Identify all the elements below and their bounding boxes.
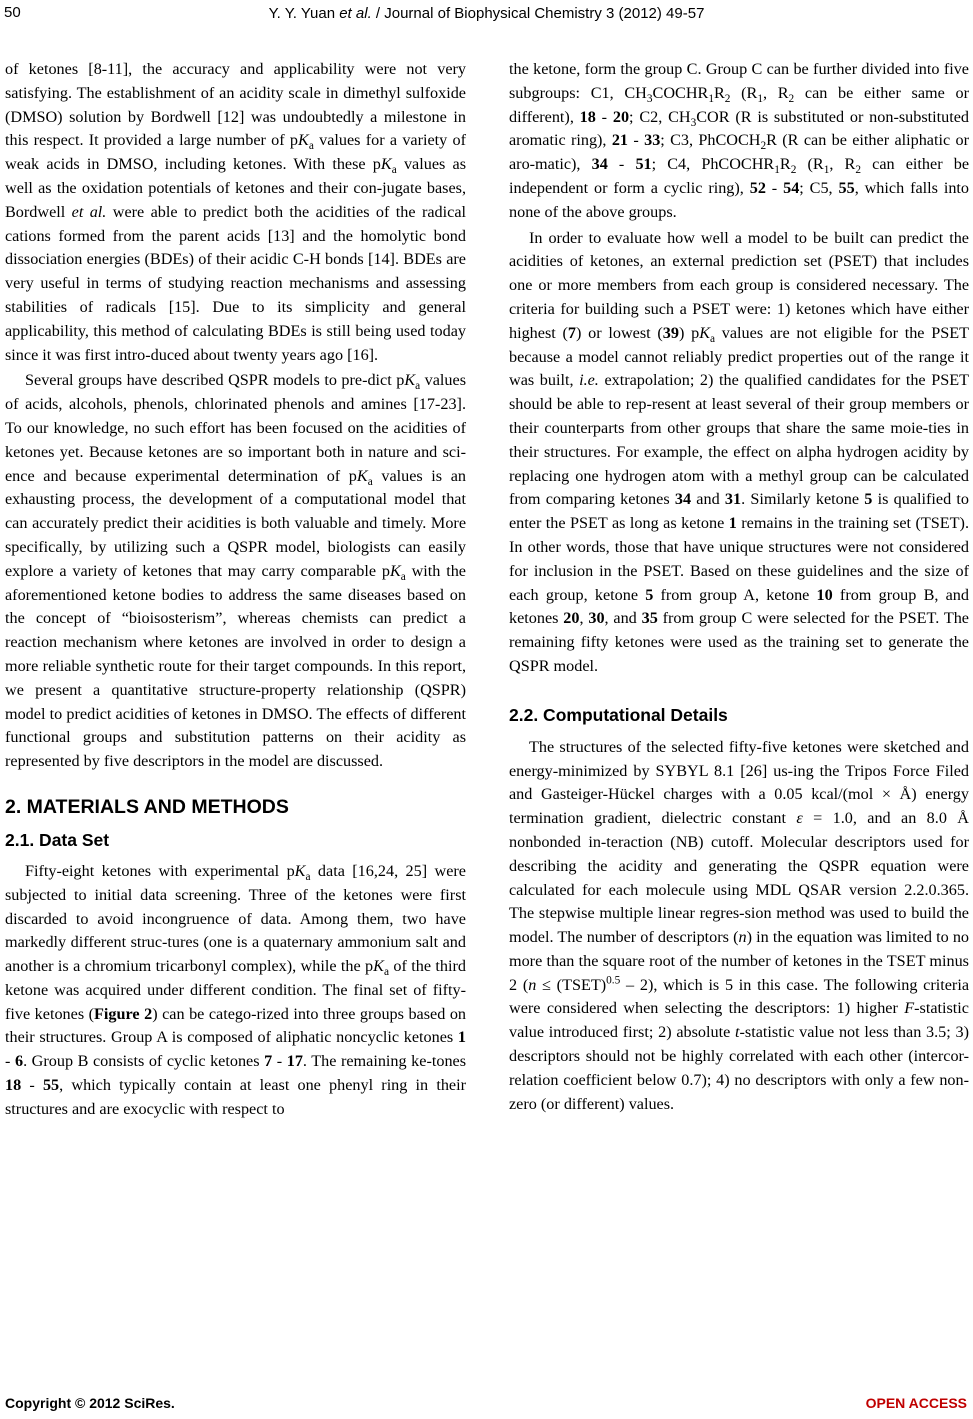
subsection-heading: 2.2. Computational Details <box>509 704 728 725</box>
paragraph: of ketones [8-11], the accuracy and applicability were not very satisfying. The establishment of an acidity scale in dimethyl sulfoxide (DMSO) solution by Bordwell [12] was undoubtedly a milestone in this respect. It provided a large number of $pK_a$ values for a variety of weak acids in DMSO, including ketones. With these $pK_a$ values as well as the oxidation potentials of ketones and their con-jugate bases, Bordwell et al. were able to predict both the acidities of the radical cations formed from the parent acids [13] and the homolytic bond dissociation energies (BDEs) of their acidic C-H bonds [14]. BDEs are very useful in terms of studying reaction mechanisms and assessing stabilities of radicals [15]. Due to its simplicity and general applicability, this method of calculating BDEs is still being used today since it was first intro-duced about twenty years ago [16]. <box>5 60 467 364</box>
paragraph: Fifty-eight ketones with experimental $pK_a$ data [16,24, 25] were subjected to initial data screening. Three of the ketones were first discarded to avoid incongruence of data. Among them, two have markedly different struc-tures (one is a quaternary ammonium salt and another is a chromium tricarbonyl complex), while the $pK_a$ of the third ketone was acquired under different condition. The final set of fifty-five ketones (Figure 2) can be catego-rized into three groups based on their structures. Group A is composed of aliphatic noncyclic ketones 1 - 6. Group B consists of cyclic ketones 7 - 17. The remaining ke-tones 18 - 55, which typically contain at least one phenyl ring in their structures and are exocyclic with respect to <box>5 861 467 1118</box>
copyright-notice: Copyright © 2012 SciRes. <box>5 1395 175 1411</box>
page-header <box>0 4 973 26</box>
open-access-label: OPEN ACCESS <box>865 1395 967 1411</box>
subsection-heading: 2.1. Data Set <box>5 829 110 850</box>
paragraph: In order to evaluate how well a model to be built can predict the acidities of ketones, an external prediction set (PSET) that includes one or more members from each group is considered necessary. The criteria for building such a PSET were: 1) ketones which have either highest (7) or lowest (39) $pK_a$ values are not eligible for the PSET because a model cannot reliably predict properties out of the range it was built, i.e. extrapolation; 2) the qualified candidates for the PSET should be able to rep-resent at least several of their group members or their counterparts from other groups that share the same moie-ties in their structures. For example, the effect on alpha hydrogen acidity by replacing one hydrogen atom with a methyl group can be calculated from comparing ketones 34 and 31. Similarly ketone 5 is qualified to enter the PSET as long as ketone 1 remains in the training set (TSET). In other words, those that have unique structures were not considered for inclusion in the PSET. Based on these guidelines and the size of each group, ketone 5 from group A, ketone 10 from group B, and ketones 20, 30, and 35 from group C were selected for the PSET. The remaining fifty ketones were used as the training set to generate the QSPR model. <box>509 228 970 675</box>
page-footer <box>0 1395 973 1415</box>
page-number: 50 <box>4 4 21 21</box>
left-column <box>5 58 466 1122</box>
running-head: Y. Y. Yuan et al. / Journal of Biophysical Chemistry 3 (2012) 49-57 <box>268 5 705 22</box>
paragraph: The structures of the selected fifty-five ketones were sketched and energy-minimized by SYBYL 8.1 [26] us-ing the Tripos Force Filed and Gasteiger-Hückel charges with a 0.05 kcal/(mol × Å) energy termination gradient, dielectric constant ε = 1.0, and an 8.0 Å nonbonded in-teraction (NB) cutoff. Molecular descriptors used for describing the acidity and generating the QSPR equation were calculated for each molecule using MDL QSAR version 2.2.0.365. The stepwise multiple linear regres-sion method was used to build the model. The number of descriptors (n) in the equation was limited to no more than the square root of the number of ketones in the TSET minus 2 (n ≤ (TSET)$^{0.5}$ – 2), which is 5 in this case. The following criteria were considered when selecting the descriptors: 1) higher F-statistic value introduced first; 2) absolute t-statistic value not less than 3.5; 3) descriptors should not be highly correlated with each other (intercor-relation coefficient below 0.7); 4) no descriptors with only a few non-zero (or different) values. <box>509 737 970 1113</box>
paragraph: Several groups have described QSPR models to pre-dict $pK_a$ values of acids, alcohols, phenols, chlorinated phenols and amines [17-23]. To our knowledge, no such effort has been focused on the acidities of ketones yet. Because ketones are so important both in nature and sci-ence and because experimental determination of $pK_a$ values is an exhausting process, the development of a computational model that can accurately predict their acidities is both valuable and timely. More specifically, by utilizing such a QSPR model, biologists can easily explore a variety of ketones that may carry comparable $pK_a$ with the aforementioned ketone bodies to address the same diseases based on the concept of “bioisosterism”, whereas chemists can predict a reaction mechanism where ketones are involved in order to design a more reliable synthetic route for their target compounds. In this report, we present a quantitative structure-property relationship (QSPR) model to predict acidities of ketones in DMSO. The effects of different functional groups and substitution patterns on their acidity as represented by five descriptors in the model are discussed. <box>5 371 466 771</box>
right-column <box>509 58 969 1116</box>
paragraph: the ketone, form the group C. Group C can be further divided into five subgroups: C1, $CH_3COCHR_1R_2$ ($R_1$, $R_2$ can be either same or different), 18 - 20; C2, $CH_3COR$ (R is substituted or non-substituted aromatic ring), 21 - 33; C3, PhCOCH$_2$R (R can be either aliphatic or aro-matic), 34 - 51; C4, $PhCOCHR_1R_2$ ($R_1$, $R_2$ can either be independent or form a cyclic ring), 52 - 54; C5, 55, which falls into none of the above groups. <box>509 60 970 221</box>
section-heading: 2. MATERIALS AND METHODS <box>5 795 289 818</box>
